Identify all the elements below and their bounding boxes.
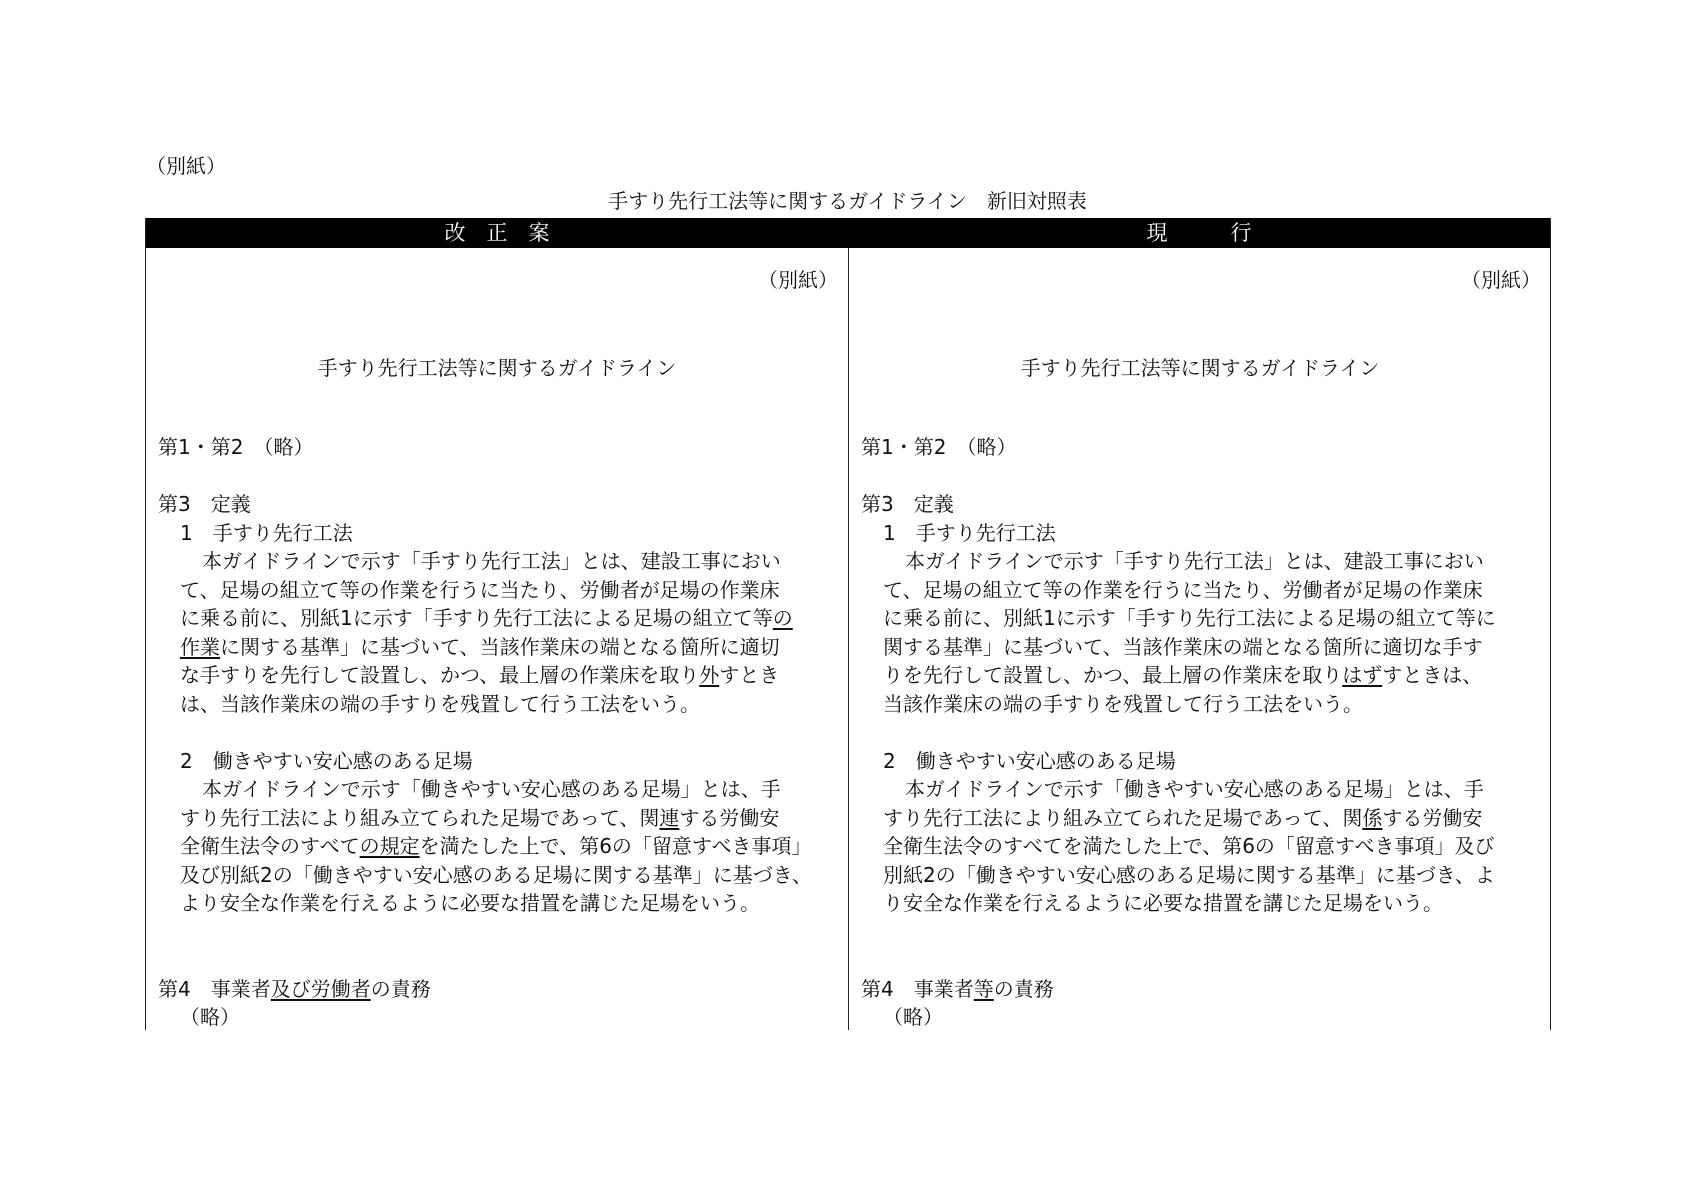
text-span: すとき [719, 663, 780, 687]
text-line: て、足場の組立て等の作業を行うに当たり、労働者が足場の作業床 [180, 577, 780, 602]
text-line: 当該作業床の端の手すりを残置して行う工法をいう。 [883, 691, 1363, 716]
amended-text: の規定 [359, 834, 420, 858]
text-span: な手すりを先行して設置し、かつ、最上層の作業床を取り [180, 663, 700, 687]
text-line: て、足場の組立て等の作業を行うに当たり、労働者が足場の作業床 [883, 577, 1483, 602]
text-line [861, 661, 1545, 690]
item-1-paragraph [158, 547, 842, 718]
header-current: 現 行 [1146, 221, 1252, 245]
text-line: に乗る前に、別紙1に示す「手すり先行工法による足場の組立て等に [883, 606, 1496, 630]
amended-text: 作業 [180, 634, 220, 659]
text-span: に乗る前に、別紙1に示す「手すり先行工法による足場の組立て等 [180, 606, 773, 630]
text-line [158, 804, 842, 833]
text-line: は、当該作業床の端の手すりを残置して行う工法をいう。 [180, 691, 700, 716]
item-2-heading: 2 働きやすい安心感のある足場 [883, 748, 1176, 773]
attachment-tag: （別紙） [758, 268, 838, 292]
amended-text: 外 [699, 663, 720, 687]
text-span: の責務 [370, 976, 431, 1001]
revised-column [146, 248, 848, 1030]
comparison-table [145, 218, 1551, 1030]
text-line: 関する基準」に基づいて、当該作業床の端となる箇所に適切な手す [883, 634, 1483, 659]
text-span: すときは、 [1382, 663, 1483, 687]
text-span: に関する基準」に基づいて、当該作業床の端となる箇所に適切 [220, 634, 780, 659]
text-span: の責務 [993, 976, 1054, 1001]
item-2-heading: 2 働きやすい安心感のある足場 [180, 748, 473, 773]
section-1-2: 第1・第2 （略） [158, 435, 314, 459]
header-revised: 改 正 案 [444, 221, 550, 245]
page-label: （別紙） [146, 154, 226, 178]
section-4-heading [158, 975, 842, 1004]
text-line: 及び別紙2の「働きやすい安心感のある足場に関する基準」に基づき、 [180, 862, 812, 887]
text-line: り安全な作業を行えるように必要な措置を講じた足場をいう。 [883, 891, 1443, 915]
guideline-title: 手すり先行工法等に関するガイドライン [317, 356, 677, 380]
text-line [158, 832, 842, 861]
text-line: 本ガイドラインで示す「働きやすい安心感のある足場」とは、手 [905, 777, 1484, 801]
item-2-paragraph [861, 775, 1545, 918]
amended-text: 等 [973, 976, 994, 1001]
amended-text: はず [1342, 663, 1383, 687]
text-span: を満たした上で、第6の「留意すべき事項」 [419, 834, 812, 858]
text-line: 全衛生法令のすべてを満たした上で、第6の「留意すべき事項」及び [883, 834, 1495, 858]
item-1-heading: 1 手すり先行工法 [180, 520, 353, 545]
text-line: 本ガイドラインで示す「手すり先行工法」とは、建設工事におい [202, 549, 781, 573]
amended-text: の [772, 606, 793, 630]
item-1-paragraph [861, 547, 1545, 718]
revised-body [158, 433, 842, 1032]
amended-text: 係 [1362, 805, 1383, 830]
current-column [849, 248, 1551, 1030]
text-span: する労働安 [679, 805, 780, 830]
text-span: りを先行して設置し、かつ、最上層の作業床を取り [883, 663, 1343, 687]
section-4-heading [861, 975, 1545, 1004]
item-1-heading: 1 手すり先行工法 [883, 520, 1056, 545]
text-line: 本ガイドラインで示す「働きやすい安心感のある足場」とは、手 [202, 777, 781, 801]
text-line: より安全な作業を行えるように必要な措置を講じた足場をいう。 [180, 891, 760, 915]
amended-text: 及び労働者 [270, 976, 371, 1001]
text-line [158, 633, 842, 662]
text-line [861, 804, 1545, 833]
text-span: すり先行工法により組み立てられた足場であって、関 [180, 805, 660, 830]
text-span: する労働安 [1382, 805, 1483, 830]
section-1-2: 第1・第2 （略） [861, 435, 1017, 459]
section-4-body: （略） [180, 1005, 240, 1029]
section-3-heading: 第3 定義 [158, 492, 251, 516]
document-title: 手すり先行工法等に関するガイドライン 新旧対照表 [608, 189, 1087, 213]
text-span: 全衛生法令のすべて [180, 834, 360, 858]
text-line: 本ガイドラインで示す「手すり先行工法」とは、建設工事におい [905, 549, 1484, 573]
section-3-heading: 第3 定義 [861, 492, 954, 516]
section-4-body: （略） [883, 1005, 943, 1029]
amended-text: 連 [659, 805, 680, 830]
current-body [861, 433, 1545, 1032]
item-2-paragraph [158, 775, 842, 918]
text-span: 第4 事業者 [158, 976, 271, 1001]
text-line [158, 661, 842, 690]
guideline-title: 手すり先行工法等に関するガイドライン [1020, 356, 1380, 380]
attachment-tag: （別紙） [1461, 268, 1541, 292]
table-header [146, 218, 1550, 248]
text-line: 別紙2の「働きやすい安心感のある足場に関する基準」に基づき、よ [883, 862, 1495, 887]
text-span: すり先行工法により組み立てられた足場であって、関 [883, 805, 1363, 830]
text-line [158, 604, 842, 633]
text-span: 第4 事業者 [861, 976, 974, 1001]
